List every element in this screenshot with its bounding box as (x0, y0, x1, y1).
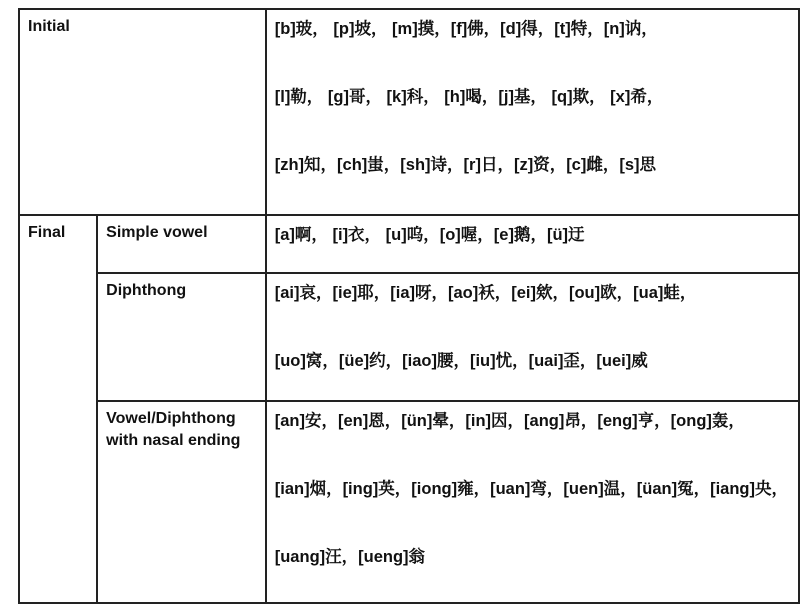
nasal-label-line-2: with nasal ending (106, 432, 241, 449)
initial-line-2: [l]勒， [g]哥， [k]科， [h]喝，[j]基， [q]欺， [x]希， (274, 88, 664, 106)
simple-vowel-content-cell (266, 215, 799, 273)
nasal-line-1: [an]安，[en]恩，[ün]晕，[in]因，[ang]昂，[eng]亨，[ong]轰， (274, 412, 745, 430)
nasal-label-line-1: Vowel/Diphthong (106, 410, 236, 427)
final-diphthong-row (19, 273, 799, 401)
nasal-content-cell (266, 401, 799, 603)
initial-row (19, 9, 799, 215)
diphthong-line-1: [ai]哀，[ie]耶，[ia]呀，[ao]袄，[ei]欸，[ou]欧，[ua]蛙， (274, 284, 697, 302)
phonetics-table (18, 8, 800, 604)
nasal-line-2: [ian]烟，[ing]英，[iong]雍，[uan]弯，[uen]温，[üan]冤，[iang]央， (274, 480, 788, 498)
diphthong-label: Diphthong (106, 282, 187, 299)
final-label: Final (28, 224, 66, 241)
nasal-header-cell (97, 401, 266, 603)
final-nasal-row (19, 401, 799, 603)
simple-vowel-label: Simple vowel (106, 224, 208, 241)
initial-line-3: [zh]知，[ch]蚩，[sh]诗，[r]日，[z]资，[c]雌，[s]思 (274, 156, 657, 174)
simple-vowel-header-cell (97, 215, 266, 273)
initial-label: Initial (28, 18, 70, 35)
initial-content-cell (266, 9, 799, 215)
diphthong-content-cell (266, 273, 799, 401)
final-simple-row (19, 215, 799, 273)
nasal-line-3: [uang]汪，[ueng]翁 (274, 548, 426, 566)
initial-header-cell (19, 9, 266, 215)
final-header-cell (19, 215, 97, 603)
simple-vowel-line-1: [a]啊， [i]衣， [u]呜，[o]喔，[e]鹅，[ü]迂 (274, 226, 585, 244)
diphthong-line-2: [uo]窝，[üe]约，[iao]腰，[iu]忧，[uai]歪，[uei]威 (274, 352, 648, 370)
initial-line-1: [b]玻， [p]坡， [m]摸，[f]佛，[d]得，[t]特，[n]讷， (274, 20, 658, 38)
diphthong-header-cell (97, 273, 266, 401)
